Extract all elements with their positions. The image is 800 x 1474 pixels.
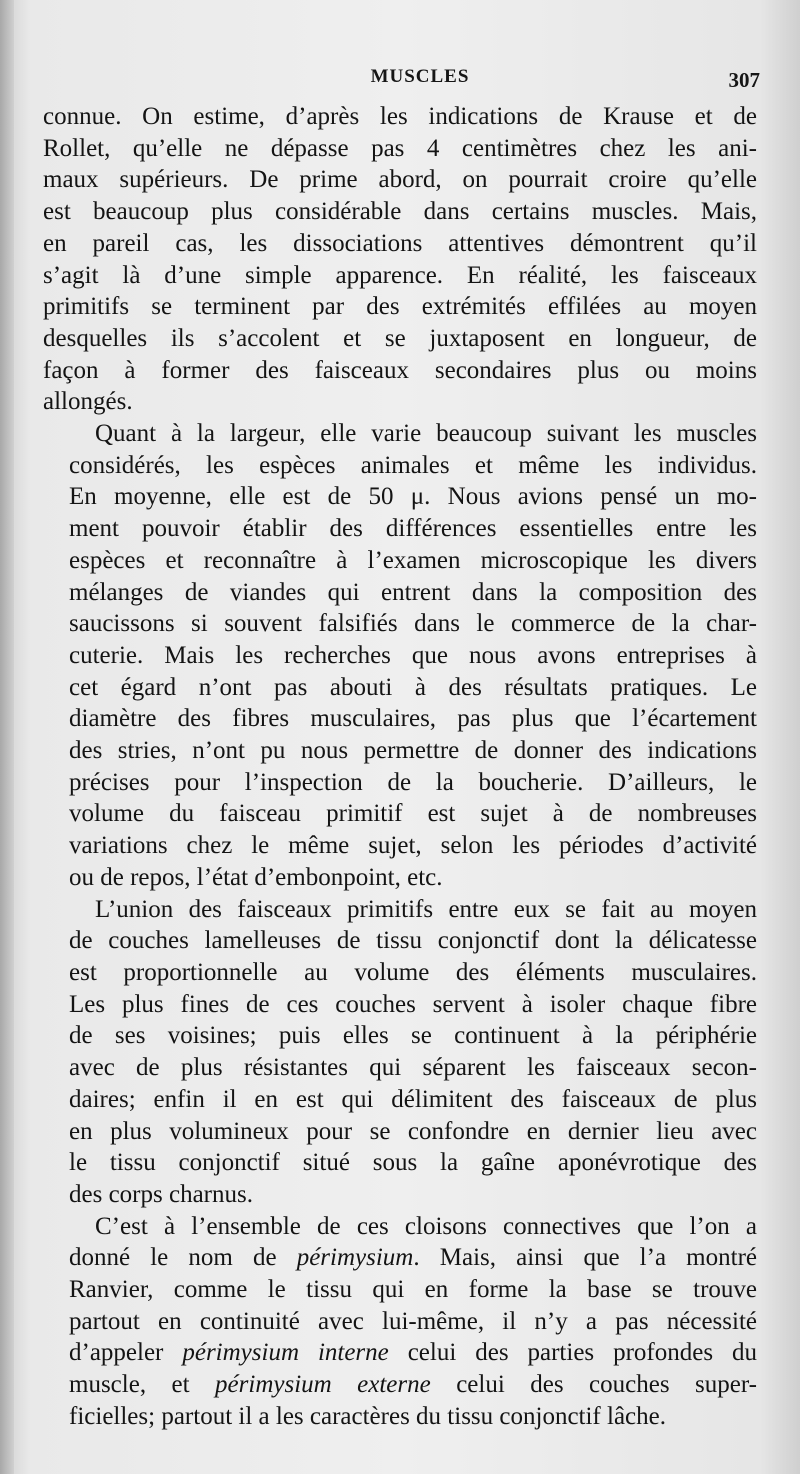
text-line: primitifs se terminent par des extrémités effilées au moyen	[43, 293, 757, 321]
text-line: de ses voisines; puis elles se continuent à la périphérie	[69, 1022, 757, 1050]
text-line: L’union des faisceaux primitifs entre eux se fait au moyen	[95, 895, 757, 923]
text-line: est proportionnelle au volume des éléments musculaires.	[69, 958, 757, 986]
text-line: façon à former des faisceaux secondaires plus ou moins	[43, 356, 757, 384]
body-text	[43, 101, 757, 1433]
text-line: mélanges de viandes qui entrent dans la composition des	[69, 578, 757, 606]
text-line: de couches lamelleuses de tissu conjonctif dont la délicatesse	[69, 927, 757, 955]
text-line: avec de plus résistantes qui séparent les faisceaux secon-	[69, 1054, 757, 1082]
paragraph-4	[43, 1211, 757, 1433]
text-line: C’est à l’ensemble de ces cloisons connectives que l’on a	[95, 1212, 757, 1240]
text-line: Quant à la largeur, elle varie beaucoup suivant les muscles	[95, 420, 757, 448]
text-line: en pareil cas, les dissociations attentives démontrent qu’il	[43, 229, 757, 257]
text-line: d’appeler périmysium interne celui des parties profondes du	[69, 1339, 758, 1367]
text-line: Ranvier, comme le tissu qui en forme la base se trouve	[69, 1276, 757, 1304]
text-line: cuterie. Mais les recherches que nous avons entreprises à	[69, 641, 757, 669]
text-line: maux supérieurs. De prime abord, on pourrait croire qu’elle	[43, 166, 757, 194]
paragraph-1	[43, 101, 757, 418]
page-header	[40, 66, 760, 96]
text-line: diamètre des fibres musculaires, pas plus que l’écartement	[69, 705, 757, 733]
text-line: daires; enfin il en est qui délimitent des faisceaux de plus	[69, 1085, 757, 1113]
text-line: précises pour l’inspection de la boucherie. D’ailleurs, le	[69, 768, 757, 796]
text-line: ficielles; partout il a les caractères du tissu conjonctif lâche.	[69, 1402, 666, 1430]
text-line: variations chez le même sujet, selon les périodes d’activité	[69, 832, 757, 860]
text-line: des stries, n’ont pu nous permettre de donner des indications	[69, 737, 757, 765]
running-head: MUSCLES	[370, 66, 470, 87]
text-line: partout en continuité avec lui-même, il n’y a pas nécessité	[69, 1307, 757, 1335]
text-line: volume du faisceau primitif est sujet à de nombreuses	[69, 800, 757, 828]
text-line: allongés.	[43, 388, 133, 416]
text-line: ment pouvoir établir des différences essentielles entre les	[69, 515, 757, 543]
page-number: 307	[728, 68, 760, 92]
text-line: en plus volumineux pour se confondre en dernier lieu avec	[69, 1117, 757, 1145]
text-line: Les plus fines de ces couches servent à isoler chaque fibre	[69, 990, 757, 1018]
text-line: saucissons si souvent falsifiés dans le commerce de la char-	[69, 610, 757, 638]
text-line: cet égard n’ont pas abouti à des résultats pratiques. Le	[69, 673, 757, 701]
text-line: considérés, les espèces animales et même les individus.	[69, 451, 757, 479]
text-line: muscle, et périmysium externe celui des couches super-	[69, 1371, 758, 1399]
text-line: connue. On estime, d’après les indications de Krause et de	[43, 103, 757, 130]
text-line: espèces et reconnaître à l’examen microscopique les divers	[69, 546, 757, 574]
text-line: ou de repos, l’état d’embonpoint, etc.	[69, 863, 443, 891]
page-gutter-shadow	[0, 0, 14, 1474]
text-line: Rollet, qu’elle ne dépasse pas 4 centimètres chez les ani-	[43, 134, 757, 162]
paragraph-2	[43, 418, 757, 894]
text-line: desquelles ils s’accolent et se juxtaposent en longueur, de	[43, 324, 757, 352]
text-line: est beaucoup plus considérable dans certains muscles. Mais,	[43, 198, 757, 226]
text-line: En moyenne, elle est de 50 μ. Nous avions pensé un mo-	[69, 483, 757, 511]
text-line: donné le nom de périmysium. Mais, ainsi que l’a montré	[69, 1244, 757, 1272]
text-line: le tissu conjonctif situé sous la gaîne aponévrotique des	[69, 1149, 757, 1177]
text-line: s’agit là d’une simple apparence. En réalité, les faisceaux	[43, 261, 757, 289]
text-line: des corps charnus.	[69, 1180, 253, 1208]
paragraph-3	[43, 894, 757, 1211]
